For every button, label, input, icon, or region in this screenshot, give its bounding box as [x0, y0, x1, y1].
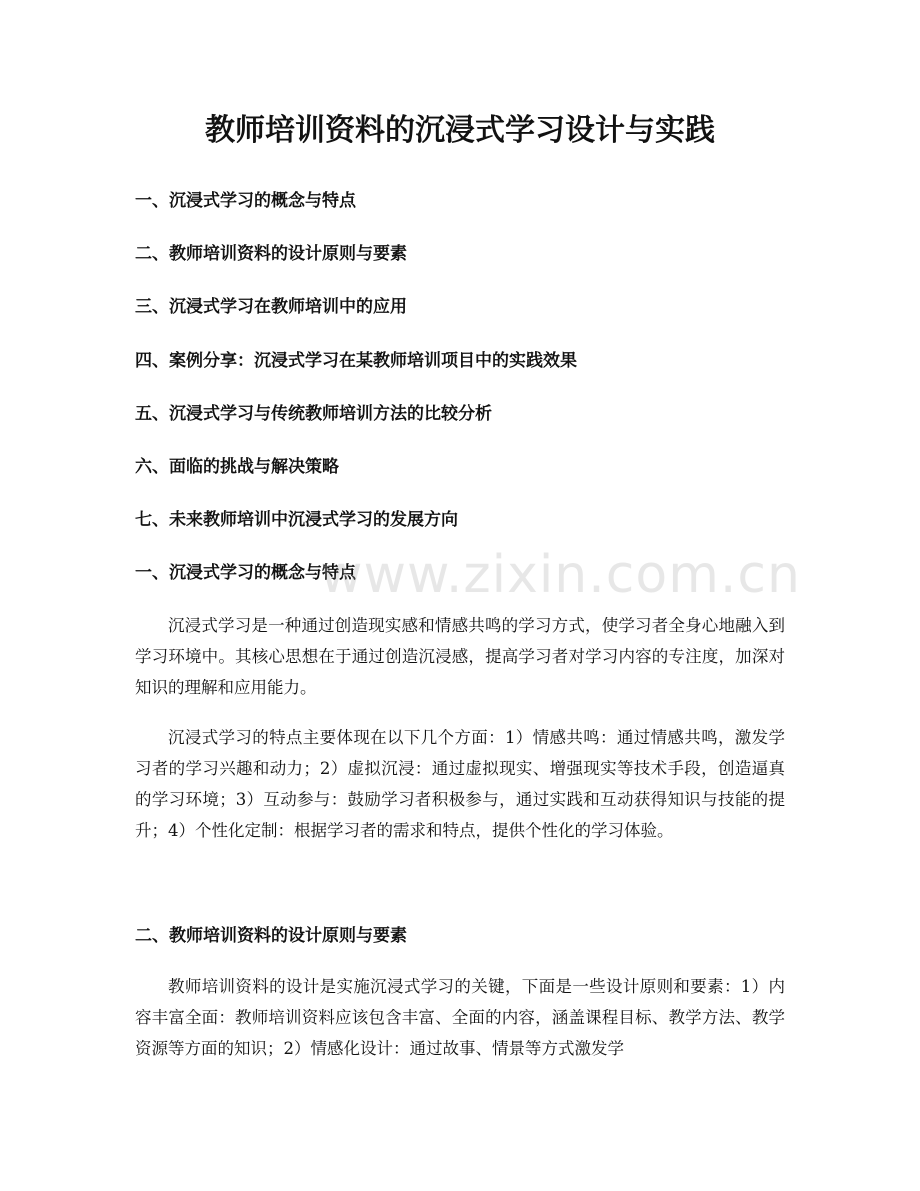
document-title: 教师培训资料的沉浸式学习设计与实践: [205, 113, 715, 148]
toc-item: 六、面临的挑战与解决策略: [135, 456, 339, 477]
toc-item: 一、沉浸式学习的概念与特点: [135, 191, 356, 211]
toc-item: 七、未来教师培训中沉浸式学习的发展方向: [135, 510, 458, 531]
toc-item: 四、案例分享：沉浸式学习在某教师培训项目中的实践效果: [135, 350, 577, 371]
paragraph: 沉浸式学习是一种通过创造现实感和情感共鸣的学习方式，使学习者全身心地融入到学习环境中。其核心思想在于通过创造沉浸感，提高学习者对学习内容的专注度，加深对知识的理解和应用能力。: [135, 616, 785, 697]
toc-item: 二、教师培训资料的设计原则与要素: [135, 244, 407, 265]
toc-item: 五、沉浸式学习与传统教师培训方法的比较分析: [135, 403, 492, 424]
paragraph: 教师培训资料的设计是实施沉浸式学习的关键，下面是一些设计原则和要素：1）内容丰富全面：教师培训资料应该包含丰富、全面的内容，涵盖课程目标、教学方法、教学资源等方面的知识；2）情感化设计：通过故事、情景等方式激发学: [135, 977, 785, 1058]
toc-item: 三、沉浸式学习在教师培训中的应用: [135, 297, 407, 318]
table-of-contents: [135, 186, 577, 558]
watermark: www.zixin.com.cn: [320, 545, 801, 605]
section-2: [135, 921, 785, 1064]
section-1: [135, 558, 785, 846]
section-heading: 二、教师培训资料的设计原则与要素: [135, 926, 407, 946]
paragraph: 沉浸式学习的特点主要体现在以下几个方面：1）情感共鸣：通过情感共鸣，激发学习者的学习兴趣和动力；2）虚拟沉浸：通过虚拟现实、增强现实等技术手段，创造逼真的学习环境；3）互动参与：鼓励学习者积极参与，通过实践和互动获得知识与技能的提升；4）个性化定制：根据学习者的需求和特点，提供个性化的学习体验。: [135, 728, 785, 840]
section-heading: 一、沉浸式学习的概念与特点: [135, 563, 356, 583]
